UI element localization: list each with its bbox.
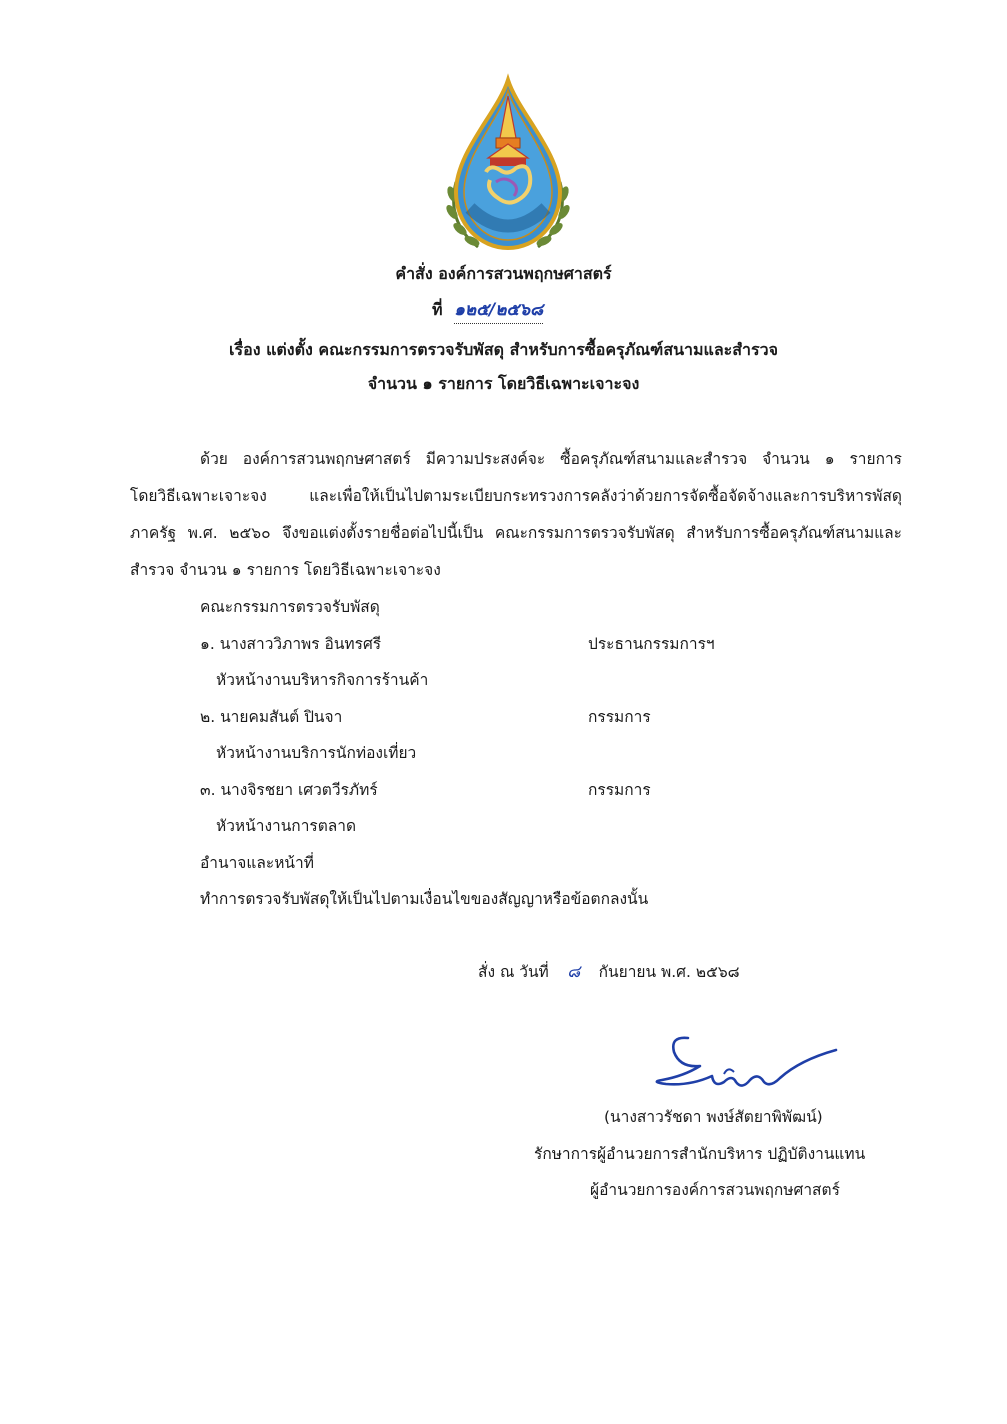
member-role: กรรมการ [588,781,651,799]
date-prefix: สั่ง ณ วันที่ [478,963,549,981]
date-day: ๘ [567,962,581,982]
paragraph-line-2: โดยวิธีเฉพาะเจาะจง และเพื่อให้เป็นไปตามระเบียบกระทรวงการคลังว่าด้วยการจัดซื้อจัดจ้างและการบริหารพัสดุ [130,487,902,505]
date-line [478,958,740,985]
signatory-name: (นางสาวรัชดา พงษ์สัตยาพิพัฒน์) [604,1108,823,1126]
order-title: คำสั่ง องค์การสวนพฤกษศาสตร์ [395,264,612,283]
member-role: ประธานกรรมการฯ [588,635,715,653]
organization-emblem-icon [438,72,578,257]
order-number-value: ๑๒๕/๒๕๖๘ [454,300,544,320]
member-role: กรรมการ [588,708,651,726]
member-position: หัวหน้างานการตลาด [216,817,357,835]
member-name: ๑. นางสาววิภาพร อินทรศรี [200,635,382,653]
signatory-title-1: รักษาการผู้อำนวยการสำนักบริหาร ปฏิบัติงานแทน [534,1145,866,1163]
member-position: หัวหน้างานบริหารกิจการร้านค้า [216,671,429,689]
order-number-line [432,296,543,324]
duties-text: ทำการตรวจรับพัสดุให้เป็นไปตามเงื่อนไขของสัญญาหรือข้อตกลงนั้น [200,890,649,908]
duties-heading: อำนาจและหน้าที่ [200,854,314,872]
member-name: ๓. นางจิรชยา เศวตวีรภัทร์ [200,781,378,799]
subject-line-1: เรื่อง แต่งตั้ง คณะกรรมการตรวจรับพัสดุ สำหรับการซื้อครุภัณฑ์สนามและสำรวจ [229,340,778,359]
date-month-year: กันยายน พ.ศ. ๒๕๖๘ [598,963,740,981]
member-position: หัวหน้างานบริการนักท่องเที่ยว [216,744,417,762]
paragraph-line-4: สำรวจ จำนวน ๑ รายการ โดยวิธีเฉพาะเจาะจง [130,561,441,579]
signatory-title-2: ผู้อำนวยการองค์การสวนพฤกษศาสตร์ [590,1181,840,1199]
member-name: ๒. นายคมสันต์ ปินจา [200,708,343,726]
committee-heading: คณะกรรมการตรวจรับพัสดุ [200,598,380,616]
paragraph-line-3: ภาครัฐ พ.ศ. ๒๕๖๐ จึงขอแต่งตั้งรายชื่อต่อไปนี้เป็น คณะกรรมการตรวจรับพัสดุ สำหรับการซื้อครุภัณฑ์สนามและ [130,524,902,542]
subject-line-2: จำนวน ๑ รายการ โดยวิธีเฉพาะเจาะจง [367,374,640,393]
order-number-prefix: ที่ [432,300,443,319]
paragraph-line-1: ด้วย องค์การสวนพฤกษศาสตร์ มีความประสงค์จะ ซื้อครุภัณฑ์สนามและสำรวจ จำนวน ๑ รายการ [200,450,902,468]
handwritten-signature-icon [640,1030,850,1100]
